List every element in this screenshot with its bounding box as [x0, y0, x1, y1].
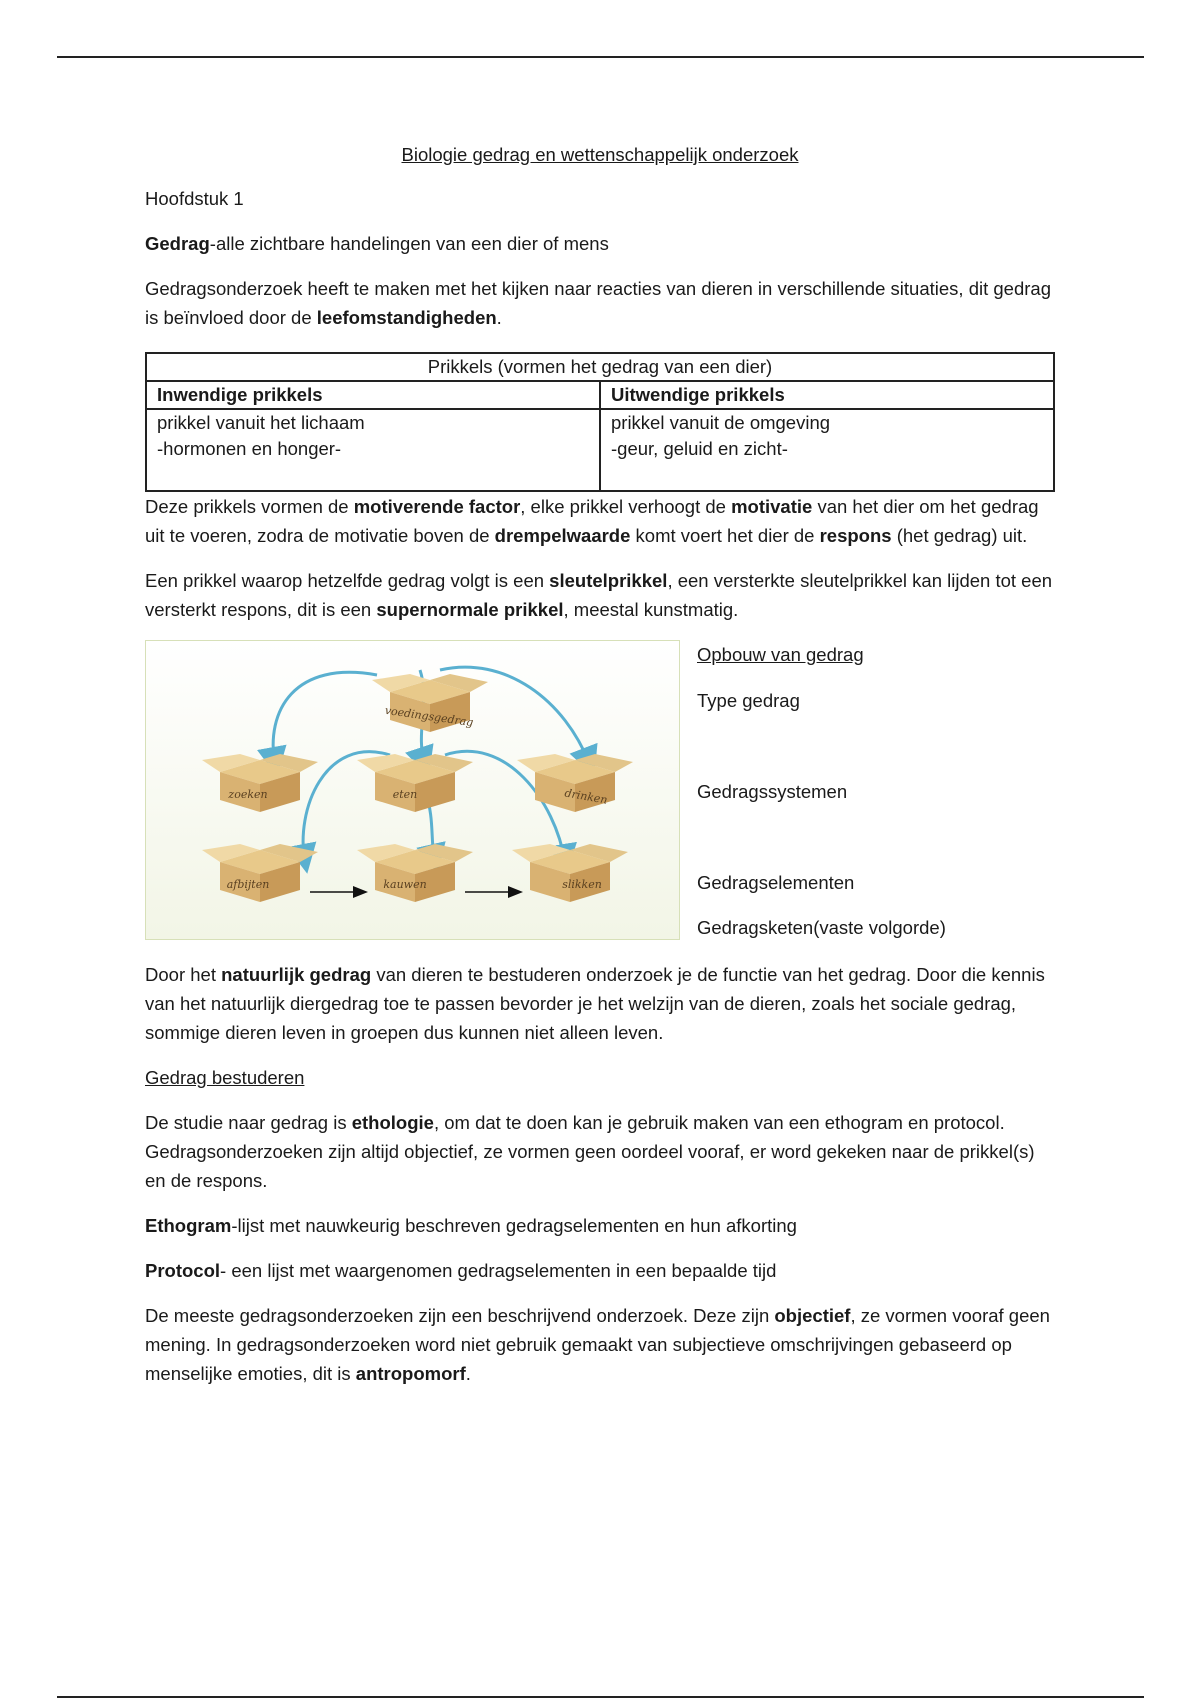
definition-protocol — [145, 1256, 1055, 1285]
bold-term: leefomstandigheden — [316, 307, 497, 328]
prikkels-table — [145, 352, 1055, 492]
definition-gedrag — [145, 229, 1055, 258]
text: van dieren te bestuderen onderzoek je de functie van het gedrag. Door die kennis van het natuurlijk diergedrag toe te passen bevorder je het welzijn van de dieren, zoals het sociale gedrag, sommige dieren leven in groepen dus kunnen niet alleen leven. — [145, 964, 1045, 1043]
definition-text: - een lijst met waargenomen gedragselementen in een bepaalde tijd — [220, 1260, 777, 1281]
text: van het dier om het gedrag uit te voeren, zodra de motivatie boven de — [145, 496, 1039, 546]
cell-line: prikkel vanuit de omgeving — [611, 412, 831, 433]
table-cell-uitwendig — [600, 409, 1054, 491]
paragraph-natuurlijk-gedrag — [145, 960, 1055, 1047]
behavior-hierarchy-diagram — [145, 640, 680, 940]
text: , een versterkte sleutelprikkel kan lijden tot een versterkt respons, dit is een — [145, 570, 1053, 620]
bold-term: sleutelprikkel — [549, 570, 668, 591]
term: Protocol — [145, 1260, 221, 1281]
term: Ethogram — [145, 1215, 232, 1236]
bold-term: natuurlijk gedrag — [221, 964, 372, 985]
text: . — [465, 1363, 471, 1384]
bold-term: supernormale prikkel — [376, 599, 564, 620]
text: (het gedrag) uit. — [891, 525, 1028, 546]
definition-ethogram — [145, 1211, 1055, 1240]
paragraph-intro — [145, 274, 1055, 332]
label-type-gedrag: Type gedrag — [697, 690, 800, 711]
document-page — [145, 140, 1055, 1404]
box-label: slikken — [562, 878, 602, 891]
box-label: afbijten — [226, 878, 270, 891]
definition-text: -alle zichtbare handelingen van een dier of mens — [209, 233, 609, 254]
term: Gedrag — [145, 233, 210, 254]
box-label: voedingsgedrag — [384, 703, 475, 730]
cell-line: -geur, geluid en zicht- — [611, 438, 788, 459]
chapter-heading: Hoofdstuk 1 — [145, 188, 244, 209]
box-label: eten — [392, 788, 418, 801]
paragraph-sleutelprikkel — [145, 566, 1055, 624]
box-label: kauwen — [383, 878, 427, 891]
bottom-rule — [57, 1696, 1144, 1698]
text: , meestal kunstmatig. — [563, 599, 739, 620]
label-gedragselementen: Gedragselementen — [697, 872, 855, 893]
header-text: Inwendige prikkels — [157, 384, 323, 405]
figure-row — [145, 640, 1055, 950]
bold-term: ethologie — [351, 1112, 434, 1133]
table-cell-inwendig — [146, 409, 600, 491]
cell-line: -hormonen en honger- — [157, 438, 342, 459]
paragraph-objectief — [145, 1301, 1055, 1388]
cell-line: prikkel vanuit het lichaam — [157, 412, 365, 433]
text: De meeste gedragsonderzoeken zijn een beschrijvend onderzoek. Deze zijn — [145, 1305, 775, 1326]
text: , elke prikkel verhoogt de — [520, 496, 732, 517]
text: Deze prikkels vormen de — [145, 496, 354, 517]
text: Gedragsonderzoek heeft te maken met het kijken naar reacties van dieren in verschillende situaties, dit gedrag is beïnvloed door de — [145, 278, 1051, 328]
paragraph-ethologie — [145, 1108, 1055, 1195]
table-header-uitwendig — [600, 381, 1054, 409]
top-rule — [57, 56, 1144, 58]
paragraph-motivatie — [145, 492, 1055, 550]
figure-heading: Opbouw van gedrag — [697, 644, 864, 665]
bold-term: drempelwaarde — [494, 525, 631, 546]
bold-term: motivatie — [731, 496, 813, 517]
page-title: Biologie gedrag en wettenschappelijk onderzoek — [401, 144, 799, 165]
header-text: Uitwendige prikkels — [611, 384, 785, 405]
text: , om dat te doen kan je gebruik maken van een ethogram en protocol. Gedragsonderzoeken zijn altijd objectief, ze vormen geen oordeel vooraf, er word gekeken naar de prikkel(s) en de respons. — [145, 1112, 1035, 1191]
definition-text: -lijst met nauwkeurig beschreven gedragselementen en hun afkorting — [231, 1215, 797, 1236]
text: Een prikkel waarop hetzelfde gedrag volgt is een — [145, 570, 550, 591]
table-caption: Prikkels (vormen het gedrag van een dier) — [146, 353, 1054, 381]
text: , ze vormen vooraf geen mening. In gedragsonderzoeken word niet gebruik gemaakt van subjectieve omschrijvingen gebaseerd op menselijke emoties, dit is — [145, 1305, 1050, 1384]
box-label: zoeken — [228, 788, 268, 801]
text: Door het — [145, 964, 222, 985]
bold-term: antropomorf — [355, 1363, 466, 1384]
label-gedragssystemen: Gedragssystemen — [697, 781, 848, 802]
text: komt voert het dier de — [630, 525, 820, 546]
bold-term: motiverende factor — [353, 496, 521, 517]
bold-term: respons — [819, 525, 892, 546]
text: De studie naar gedrag is — [145, 1112, 352, 1133]
label-gedragsketen: Gedragsketen(vaste volgorde) — [697, 917, 946, 938]
section-heading-gedrag-bestuderen: Gedrag bestuderen — [145, 1067, 305, 1088]
text: . — [496, 307, 502, 328]
bold-term: objectief — [774, 1305, 851, 1326]
table-header-inwendig — [146, 381, 600, 409]
box-label: drinken — [563, 786, 609, 807]
